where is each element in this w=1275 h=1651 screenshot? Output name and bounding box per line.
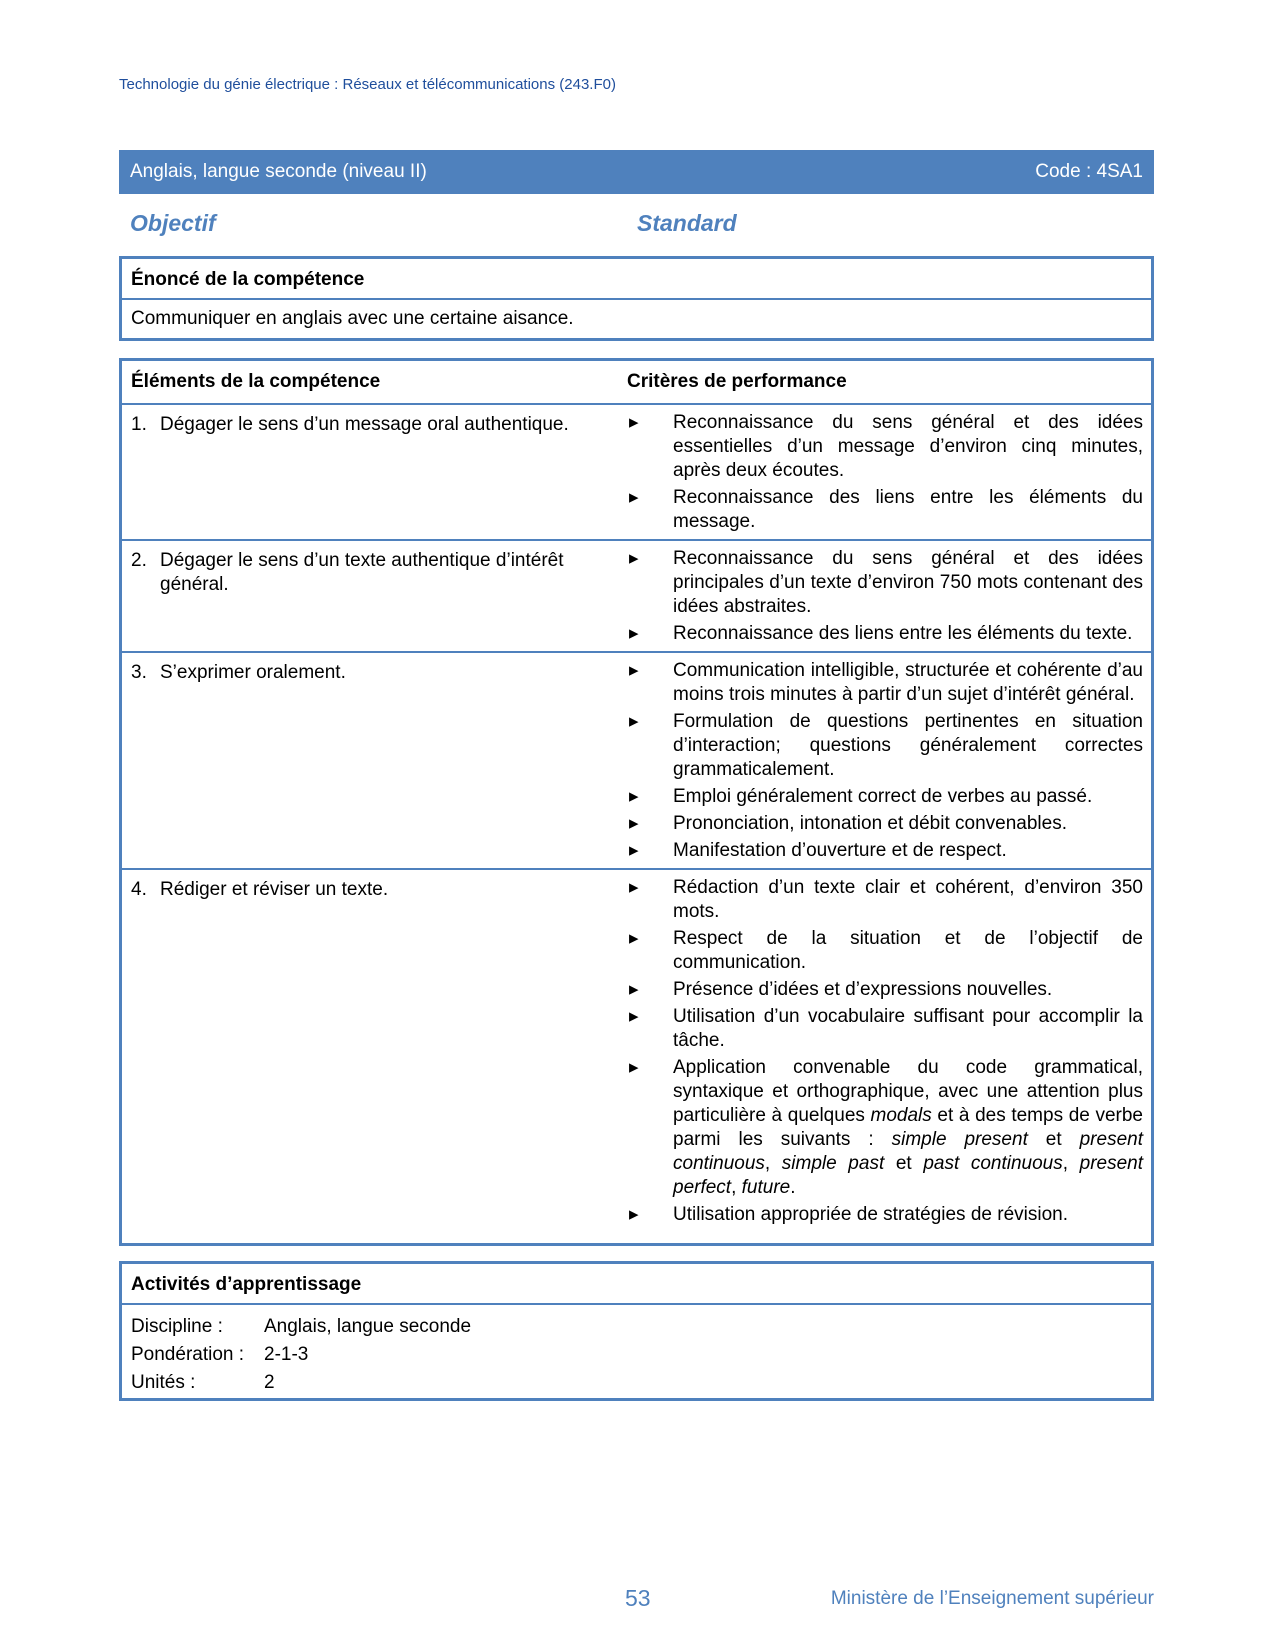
criterion-item xyxy=(627,1056,1143,1200)
elements-table xyxy=(119,358,1154,1246)
element-text: S’exprimer oralement. xyxy=(160,662,346,683)
element-cell xyxy=(122,405,627,539)
criterion-item xyxy=(627,659,1143,707)
criteria-cell xyxy=(627,405,1151,539)
activites-box xyxy=(119,1261,1154,1401)
enonce-box xyxy=(119,256,1154,341)
element-number: 2. xyxy=(131,550,147,571)
criterion-item xyxy=(627,927,1143,975)
criterion-text: Manifestation d’ouverture et de respect. xyxy=(673,840,1007,861)
course-title: Anglais, langue seconde (niveau II) xyxy=(130,161,427,182)
criterion-text: Utilisation d’un vocabulaire suffisant pour accomplir la tâche. xyxy=(673,1006,1143,1051)
element-number: 1. xyxy=(131,414,147,435)
bullet-icon: ▸ xyxy=(629,1057,639,1078)
course-title-bar xyxy=(119,150,1154,194)
criterion-item xyxy=(627,547,1143,619)
criterion-item xyxy=(627,710,1143,782)
bullet-icon: ▸ xyxy=(629,1006,639,1027)
criterion-text: Présence d’idées et d’expressions nouvelles. xyxy=(673,979,1053,1000)
criterion-text: Formulation de questions pertinentes en situation d’interaction; questions généralement correctes grammaticalement. xyxy=(673,711,1143,780)
bullet-icon: ▸ xyxy=(629,877,639,898)
elements-header-row xyxy=(122,361,1151,405)
activites-body xyxy=(122,1305,1151,1405)
objectif-label: Objectif xyxy=(130,210,216,236)
unites-label: Unités : xyxy=(131,1372,196,1393)
footer-ministry: Ministère de l’Enseignement supérieur xyxy=(830,1588,1154,1609)
criterion-item xyxy=(627,876,1143,924)
criterion-item xyxy=(627,1005,1143,1053)
element-row xyxy=(122,870,1151,1232)
criterion-text: Emploi généralement correct de verbes au passé. xyxy=(673,786,1093,807)
criterion-item xyxy=(627,411,1143,483)
discipline-label: Discipline : xyxy=(131,1316,223,1337)
page-number: 53 xyxy=(625,1585,651,1611)
criterion-text: Rédaction d’un texte clair et cohérent, d’environ 350 mots. xyxy=(673,877,1143,922)
criterion-item xyxy=(627,839,1143,863)
bullet-icon: ▸ xyxy=(629,660,639,681)
running-head: Technologie du génie électrique : Réseaux et télécommunications (243.F0) xyxy=(119,76,616,93)
bullet-icon: ▸ xyxy=(629,711,639,732)
bullet-icon: ▸ xyxy=(629,979,639,1000)
criterion-text: Application convenable du code grammatical, syntaxique et orthographique, avec une attention plus particulière à quelques modals et à des temps de verbe parmi les suivants : simple present et present continuous, simple past et past continuous, present perfect, future. xyxy=(673,1057,1144,1198)
ponderation-line xyxy=(131,1341,1142,1369)
element-row xyxy=(122,541,1151,653)
ponderation-label: Pondération : xyxy=(131,1344,245,1365)
activites-heading: Activités d’apprentissage xyxy=(122,1264,1151,1305)
ponderation-value: 2-1-3 xyxy=(264,1344,309,1365)
criterion-item xyxy=(627,812,1143,836)
criterion-item xyxy=(627,785,1143,809)
criteria-column-header: Critères de performance xyxy=(627,371,847,392)
bullet-icon: ▸ xyxy=(629,623,639,644)
bullet-icon: ▸ xyxy=(629,548,639,569)
criterion-text: Reconnaissance du sens général et des idées principales d’un texte d’environ 750 mots contenant des idées abstraites. xyxy=(673,548,1143,617)
unites-line xyxy=(131,1369,1142,1397)
element-row xyxy=(122,405,1151,541)
enonce-heading: Énoncé de la compétence xyxy=(122,259,1151,300)
element-text: Dégager le sens d’un texte authentique d’intérêt général. xyxy=(160,550,564,595)
criterion-text: Utilisation appropriée de stratégies de révision. xyxy=(673,1204,1068,1225)
criterion-text: Reconnaissance du sens général et des idées essentielles d’un message d’environ cinq minutes, après deux écoutes. xyxy=(673,412,1143,481)
criterion-item xyxy=(627,622,1143,646)
bullet-icon: ▸ xyxy=(629,487,639,508)
bullet-icon: ▸ xyxy=(629,840,639,861)
bullet-icon: ▸ xyxy=(629,813,639,834)
element-number: 4. xyxy=(131,879,147,900)
criterion-text: Reconnaissance des liens entre les éléments du message. xyxy=(673,487,1143,532)
criterion-text: Reconnaissance des liens entre les éléments du texte. xyxy=(673,623,1133,644)
element-cell xyxy=(122,870,627,1232)
criteria-cell xyxy=(627,653,1151,868)
element-cell xyxy=(122,653,627,868)
bullet-icon: ▸ xyxy=(629,412,639,433)
element-text: Dégager le sens d’un message oral authentique. xyxy=(160,414,569,435)
elements-rows xyxy=(122,405,1151,1232)
unites-value: 2 xyxy=(264,1372,275,1393)
criterion-item xyxy=(627,1203,1143,1227)
criterion-text: Prononciation, intonation et débit convenables. xyxy=(673,813,1067,834)
discipline-value: Anglais, langue seconde xyxy=(264,1316,472,1337)
discipline-line xyxy=(131,1313,1142,1341)
standard-label: Standard xyxy=(637,210,737,236)
criterion-text: Communication intelligible, structurée et cohérente d’au moins trois minutes à partir d’un sujet d’intérêt général. xyxy=(673,660,1143,705)
bullet-icon: ▸ xyxy=(629,786,639,807)
element-row xyxy=(122,653,1151,870)
bullet-icon: ▸ xyxy=(629,928,639,949)
element-number: 3. xyxy=(131,662,147,683)
criterion-item xyxy=(627,978,1143,1002)
course-code: Code : 4SA1 xyxy=(1035,161,1143,182)
criteria-cell xyxy=(627,870,1151,1232)
enonce-text: Communiquer en anglais avec une certaine aisance. xyxy=(131,308,574,329)
elements-column-header: Éléments de la compétence xyxy=(131,371,381,392)
element-text: Rédiger et réviser un texte. xyxy=(160,879,389,900)
criterion-text: Respect de la situation et de l’objectif de communication. xyxy=(673,928,1143,973)
element-cell xyxy=(122,541,627,651)
criterion-item xyxy=(627,486,1143,534)
criteria-cell xyxy=(627,541,1151,651)
bullet-icon: ▸ xyxy=(629,1204,639,1225)
